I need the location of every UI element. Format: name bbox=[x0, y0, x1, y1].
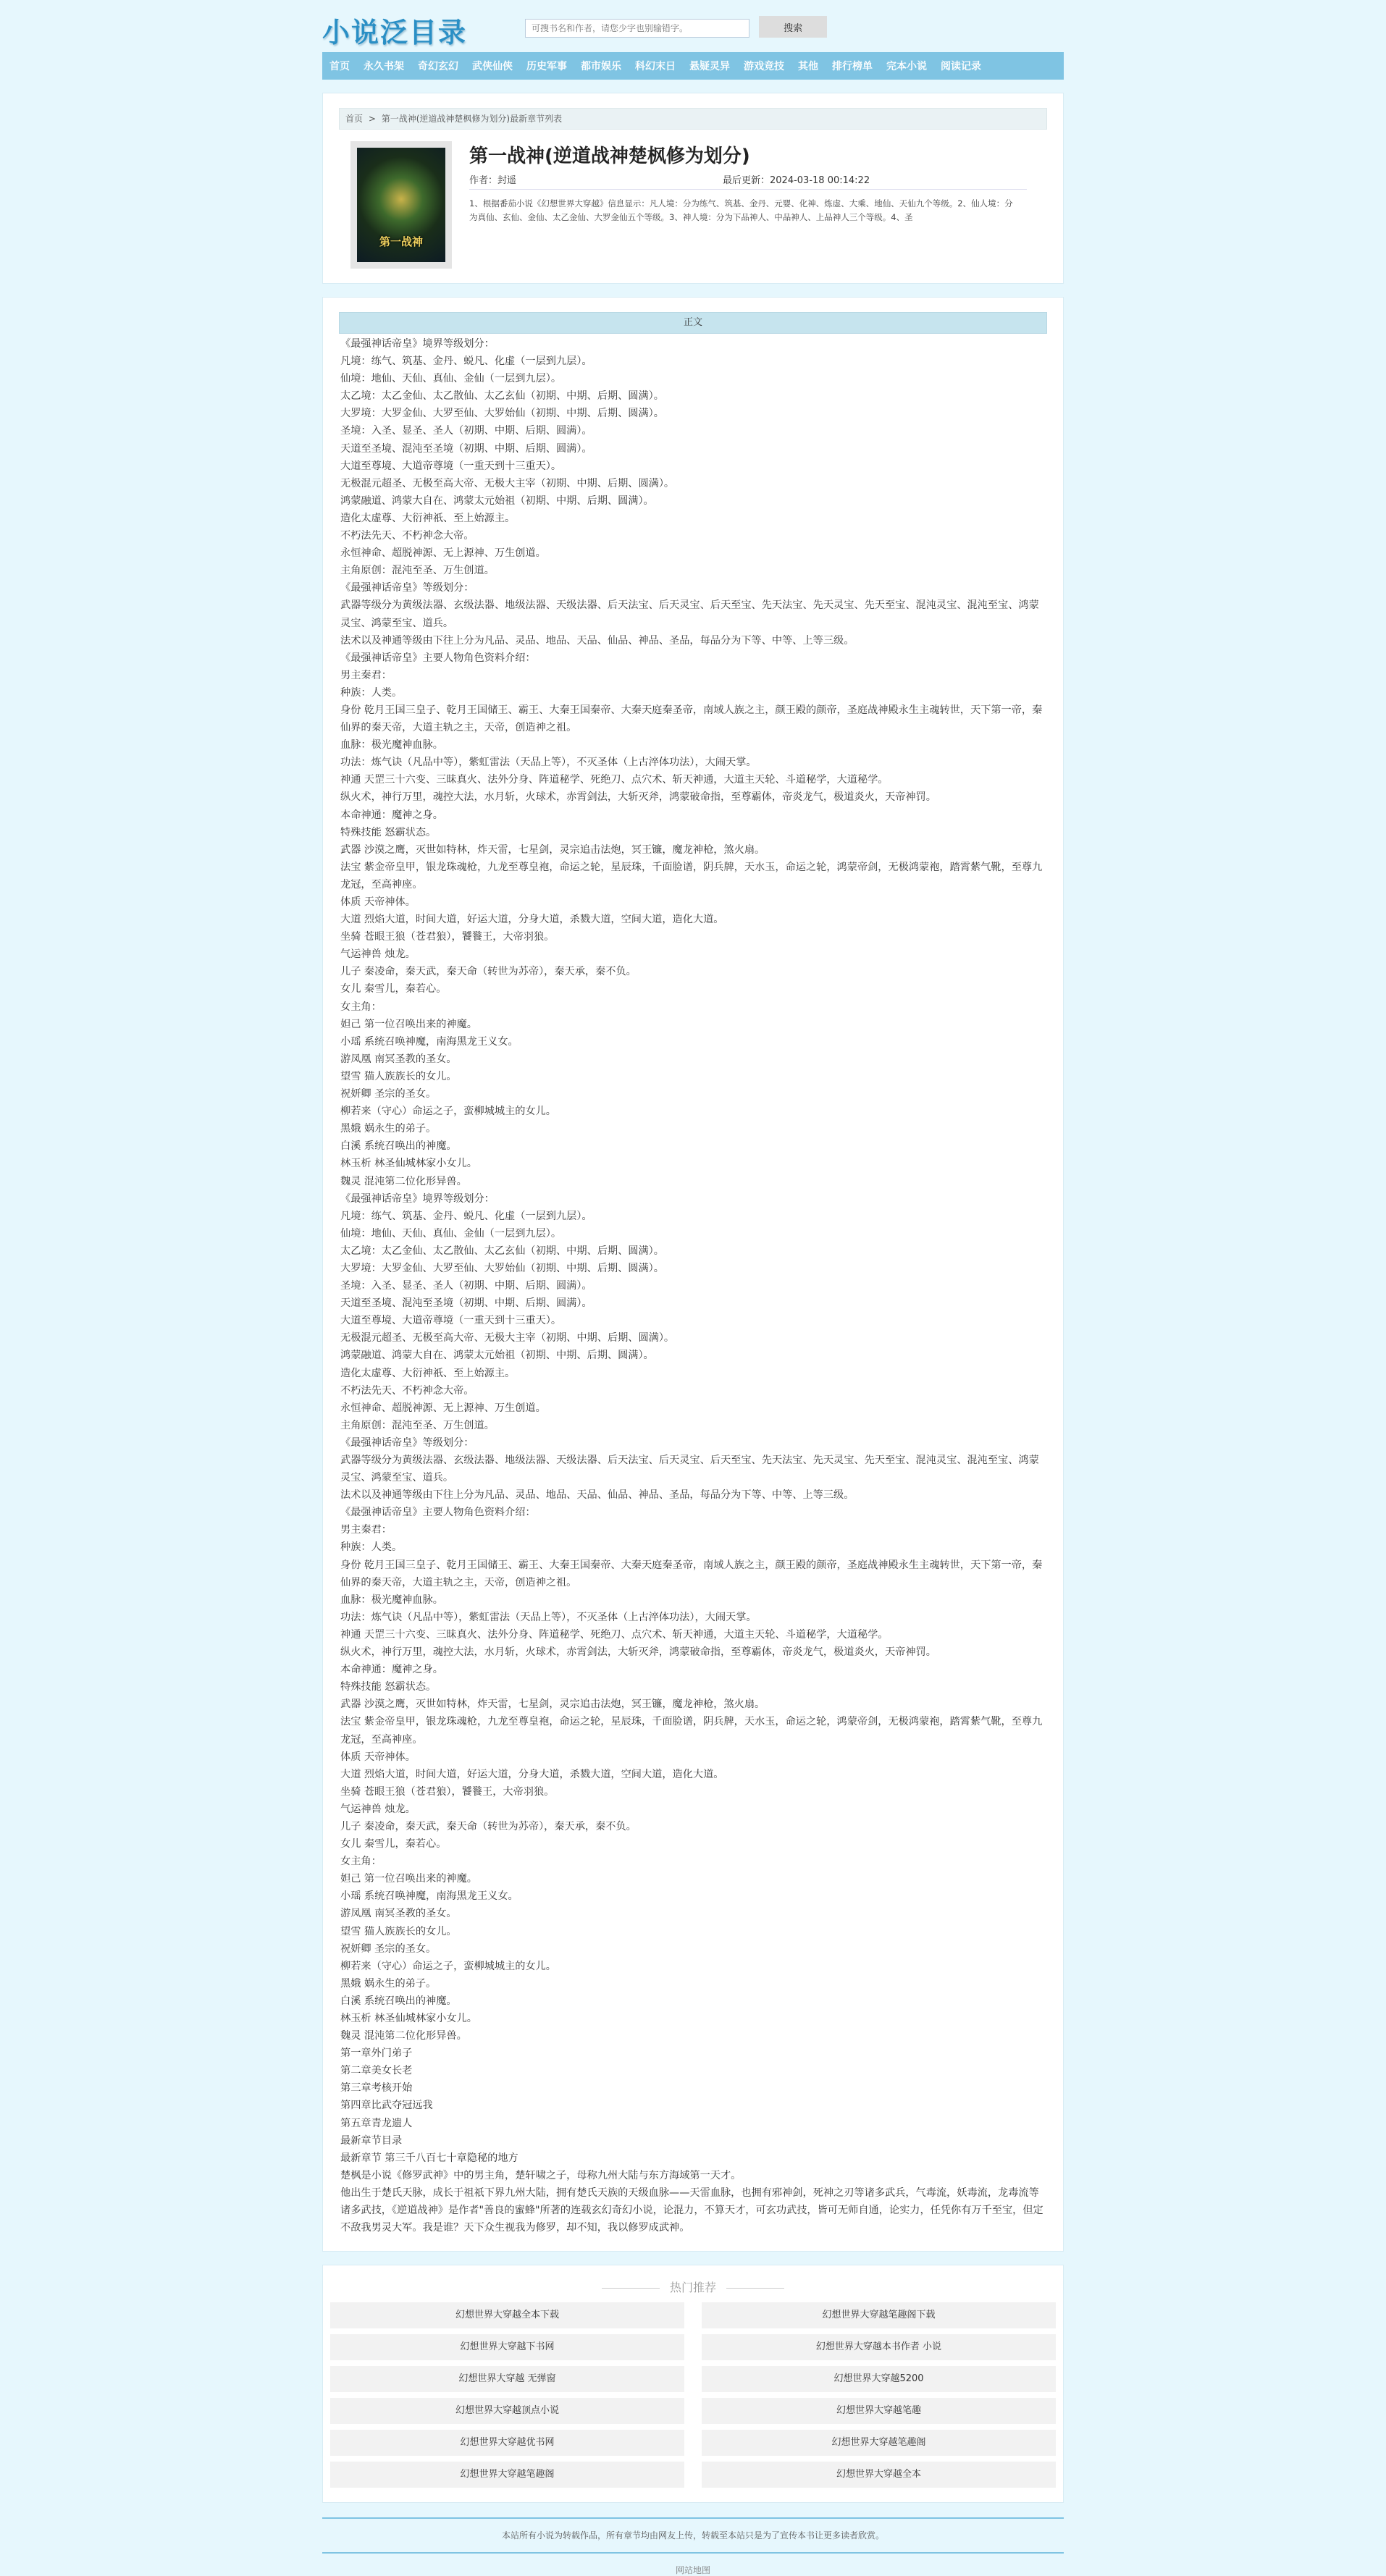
site-logo[interactable]: 小说泛目录 bbox=[322, 17, 468, 49]
content-line: 第二章美女长老 bbox=[340, 2065, 413, 2077]
hot-title bbox=[339, 2278, 1047, 2295]
nav-item[interactable]: 游戏竞技 bbox=[744, 61, 784, 72]
content-line: 武器等级分为黄级法器、玄级法器、地级法器、天级法器、后天法宝、后天灵宝、后天至宝、先天法宝、先天灵宝、先天至宝、混沌灵宝、混沌至宝、鸿蒙灵宝、鸿蒙至宝、道兵。 bbox=[340, 1455, 1039, 1484]
content-line: 本命神通：魔神之身。 bbox=[340, 809, 443, 821]
nav-item[interactable]: 科幻末日 bbox=[635, 61, 676, 72]
content-line: 功法：炼气诀（凡品中等），紫虹雷法（天品上等），不灭圣体（上古淬体功法），大闹天掌。 bbox=[340, 757, 757, 769]
content-line: 魏灵 混沌第二位化形异兽。 bbox=[340, 1175, 467, 1187]
content-line: 望雪 猫人族族长的女儿。 bbox=[340, 1070, 457, 1082]
content-line: 《最强神话帝皇》等级划分： bbox=[340, 582, 474, 594]
content-line: 法宝 紫金帝皇甲，银龙珠魂枪，九龙至尊皇袍，命运之轮，星辰珠，千面脸谱，阴兵牌，天水玉，命运之轮，鸿蒙帝剑，无极鸿蒙袍，踏霄紫气靴，至尊九龙冠，至高神座。 bbox=[340, 1716, 1043, 1746]
content-line: 妲己 第一位召唤出来的神魔。 bbox=[340, 1018, 477, 1030]
book-meta bbox=[469, 172, 1027, 190]
content-line: 法术以及神通等级由下往上分为凡品、灵品、地品、天品、仙品、神品、圣品，每品分为下等、中等、上等三级。 bbox=[340, 1489, 854, 1502]
content-line: 不朽法先天、不朽神念大帝。 bbox=[340, 530, 474, 542]
page bbox=[322, 0, 1064, 2576]
content-line: 魏灵 混沌第二位化形异兽。 bbox=[340, 2030, 467, 2042]
content-line: 天道至圣境、混沌至圣境（初期、中期、后期、圆满）。 bbox=[340, 1297, 592, 1310]
content-line: 小瑶 系统召唤神魔，南海黑龙王义女。 bbox=[340, 1890, 518, 1903]
hot-link[interactable]: 幻想世界大穿越全本下载 bbox=[330, 2302, 684, 2328]
content-line: 林玉析 林圣仙城林家小女儿。 bbox=[340, 2013, 477, 2024]
content-line: 鸿蒙融道、鸿蒙大自在、鸿蒙太元始祖（初期、中期、后期、圆满）。 bbox=[340, 494, 654, 507]
content-line: 特殊技能 怒霸状态。 bbox=[340, 826, 437, 838]
hot-link[interactable]: 幻想世界大穿越笔趣阁下载 bbox=[702, 2302, 1056, 2328]
book-intro: 1、根据番茄小说《幻想世界大穿越》信息显示：凡人境：分为练气、筑基、金丹、元婴、化神、炼虚、大乘、地仙、天仙九个等级。2、仙人境：分为真仙、玄仙、金仙、太乙金仙、大罗金仙五个等级。3、神人境：分为下品神人、中品神人、上品神人三个等级。4、圣 bbox=[469, 198, 1013, 222]
search-bar bbox=[525, 16, 827, 38]
content-line: 纵火术，神行万里，魂控大法，水月斩，火球术，赤霄剑法，大斩灭斧，鸿蒙破命指，至尊霸体，帝炎龙气，极道炎火，天帝神罚。 bbox=[340, 791, 936, 804]
content-line: 第五章青龙遗人 bbox=[340, 2117, 413, 2129]
updated-label: 最后更新： bbox=[723, 175, 770, 186]
nav-item[interactable]: 其他 bbox=[798, 61, 818, 72]
book-details bbox=[469, 141, 1027, 269]
nav-item[interactable]: 永久书架 bbox=[364, 61, 404, 72]
content-line: 永恒神命、超脱神源、无上源神、万生创道。 bbox=[340, 1402, 546, 1414]
content-line: 鸿蒙融道、鸿蒙大自在、鸿蒙太元始祖（初期、中期、后期、圆满）。 bbox=[340, 1350, 654, 1362]
content-line: 女儿 秦雪儿，秦若心。 bbox=[340, 983, 447, 996]
hot-link[interactable]: 幻想世界大穿越全本 bbox=[702, 2462, 1056, 2488]
book-summary bbox=[339, 141, 1047, 269]
content-heading: 正文 bbox=[339, 312, 1047, 334]
content-line: 第三章考核开始 bbox=[340, 2082, 413, 2095]
cover-title: 第一战神 bbox=[379, 235, 423, 248]
content-line: 仙境：地仙、天仙、真仙、金仙（一层到九层）。 bbox=[340, 373, 562, 385]
content-line: 小瑶 系统召唤神魔，南海黑龙王义女。 bbox=[340, 1035, 518, 1048]
content-line: 祝妍卿 圣宗的圣女。 bbox=[340, 1088, 437, 1100]
content-line: 血脉：极光魔神血脉。 bbox=[340, 739, 443, 752]
content-line: 凡境：练气、筑基、金丹、蜕凡、化虚（一层到九层）。 bbox=[340, 355, 592, 368]
content-line: 体质 天帝神体。 bbox=[340, 896, 416, 908]
content-line: 第四章比武夺冠远我 bbox=[340, 2100, 433, 2112]
content-line: 柳若来（守心）命运之子，蛮柳城城主的女儿。 bbox=[340, 1106, 556, 1118]
content-line: 白溪 系统召唤出的神魔。 bbox=[340, 1140, 457, 1153]
content-line: 黑娥 娲永生的弟子。 bbox=[340, 1123, 437, 1135]
content-line: 《最强神话帝皇》主要人物角色资料介绍： bbox=[340, 1507, 536, 1519]
content-line: 儿子 秦凌命，秦天武，秦天命（转世为苏帝），秦天承，秦不负。 bbox=[340, 1820, 637, 1832]
content-line: 大道至尊境、大道帝尊境（一重天到十三重天）。 bbox=[340, 460, 562, 472]
hot-link[interactable]: 幻想世界大穿越本书作者 小说 bbox=[702, 2334, 1056, 2360]
content-line: 儿子 秦凌命，秦天武，秦天命（转世为苏帝），秦天承，秦不负。 bbox=[340, 966, 637, 978]
content-line: 功法：炼气诀（凡品中等），紫虹雷法（天品上等），不灭圣体（上古淬体功法），大闹天掌。 bbox=[340, 1611, 757, 1623]
content-line: 《最强神话帝皇》境界等级划分： bbox=[340, 1192, 495, 1205]
author-field bbox=[469, 172, 723, 186]
content-line: 气运神兽 烛龙。 bbox=[340, 948, 416, 961]
content-line: 坐骑 苍眼王狼（苍君狼），饕餮王，大帝羽狼。 bbox=[340, 1785, 555, 1798]
content-line: 大罗境：大罗金仙、大罗至仙、大罗始仙（初期、中期、后期、圆满）。 bbox=[340, 408, 664, 420]
content-line: 武器 沙漠之鹰，灭世如特林，炸天雷，七星剑，灵宗追击法炮，冥王镰，魔龙神枪，煞火扇。 bbox=[340, 1699, 765, 1711]
content-line: 楚枫是小说《修罗武神》中的男主角，楚轩啸之子，母称九州大陆与东方海域第一天才。 bbox=[340, 2169, 742, 2181]
content-line: 法术以及神通等级由下往上分为凡品、灵品、地品、天品、仙品、神品、圣品，每品分为下等、中等、上等三级。 bbox=[340, 634, 854, 647]
content-line: 圣境：入圣、显圣、圣人（初期、中期、后期、圆满）。 bbox=[340, 1280, 592, 1292]
search-input[interactable] bbox=[525, 19, 749, 38]
content-line: 柳若来（守心）命运之子，蛮柳城城主的女儿。 bbox=[340, 1960, 556, 1972]
content-line: 望雪 猫人族族长的女儿。 bbox=[340, 1925, 457, 1937]
content-line: 圣境：入圣、显圣、圣人（初期、中期、后期、圆满）。 bbox=[340, 425, 592, 437]
content-line: 妲己 第一位召唤出来的神魔。 bbox=[340, 1873, 477, 1885]
book-title: 第一战神(逆道战神楚枫修为划分) bbox=[469, 146, 750, 167]
content-line: 仙境：地仙、天仙、真仙、金仙（一层到九层）。 bbox=[340, 1227, 562, 1239]
content-line: 《最强神话帝皇》主要人物角色资料介绍： bbox=[340, 652, 536, 664]
updated-time: 2024-03-18 00:14:22 bbox=[770, 175, 870, 186]
content-line: 血脉：极光魔神血脉。 bbox=[340, 1594, 443, 1606]
content-line: 武器 沙漠之鹰，灭世如特林，炸天雷，七星剑，灵宗追击法炮，冥王镰，魔龙神枪，煞火扇。 bbox=[340, 843, 765, 856]
content-line: 白溪 系统召唤出的神魔。 bbox=[340, 1995, 457, 2007]
content-line: 主角原创：混沌至圣、万生创道。 bbox=[340, 1419, 495, 1431]
chapter-text bbox=[339, 334, 1047, 2236]
nav-item[interactable]: 首页 bbox=[329, 61, 350, 72]
content-line: 游凤凰 南冥圣教的圣女。 bbox=[340, 1053, 457, 1065]
main-nav bbox=[322, 52, 1064, 80]
updated-field bbox=[723, 172, 870, 186]
book-info-panel bbox=[322, 93, 1064, 284]
content-line: 女主角： bbox=[340, 1001, 382, 1013]
content-line: 太乙境：太乙金仙、太乙散仙、太乙玄仙（初期、中期、后期、圆满）。 bbox=[340, 390, 664, 403]
content-line: 凡境：练气、筑基、金丹、蜕凡、化虚（一层到九层）。 bbox=[340, 1210, 592, 1222]
content-line: 特殊技能 怒霸状态。 bbox=[340, 1681, 437, 1693]
content-panel bbox=[322, 297, 1064, 2252]
hot-link[interactable]: 幻想世界大穿越 无弹窗 bbox=[330, 2366, 684, 2392]
nav-item[interactable]: 悬疑灵异 bbox=[689, 61, 730, 72]
content-line: 种族：人类。 bbox=[340, 1541, 403, 1554]
content-line: 无极混元超圣、无极至高大帝、无极大主宰（初期、中期、后期、圆满）。 bbox=[340, 477, 675, 489]
content-line: 大道至尊境、大道帝尊境（一重天到十三重天）。 bbox=[340, 1315, 562, 1327]
content-line: 法宝 紫金帝皇甲，银龙珠魂枪，九龙至尊皇袍，命运之轮，星辰珠，千面脸谱，阴兵牌，天水玉，命运之轮，鸿蒙帝剑，无极鸿蒙袍，踏霄紫气靴，至尊九龙冠，至高神座。 bbox=[340, 861, 1043, 891]
content-line: 不朽法先天、不朽神念大帝。 bbox=[340, 1384, 474, 1397]
footer-notice: 本站所有小说为转载作品，所有章节均由网友上传，转载至本站只是为了宣传本书让更多读者欣赏。 bbox=[322, 2517, 1064, 2554]
content-line: 身份 乾月王国三皇子、乾月王国储王、霸王、大秦王国秦帝、大秦天庭秦圣帝，南域人族之主，颜王殿的颜帝，圣庭战神殿永生主魂转世，天下第一帝，秦仙界的秦天帝，大道主轨之主，天帝，创造神之祖。 bbox=[340, 704, 1043, 734]
content-line: 《最强神话帝皇》等级划分： bbox=[340, 1436, 474, 1449]
content-line: 第一章外门弟子 bbox=[340, 2047, 413, 2060]
content-line: 男主秦君： bbox=[340, 1524, 392, 1536]
content-line: 女主角： bbox=[340, 1856, 382, 1868]
hot-link[interactable]: 幻想世界大穿越顶点小说 bbox=[330, 2398, 684, 2424]
content-line: 最新章节 第三千八百七十章隐秘的地方 bbox=[340, 2152, 518, 2164]
content-line: 《最强神话帝皇》境界等级划分： bbox=[340, 338, 495, 350]
content-line: 最新章节目录 bbox=[340, 2134, 403, 2147]
breadcrumb bbox=[339, 108, 1047, 130]
content-line: 坐骑 苍眼王狼（苍君狼），饕餮王，大帝羽狼。 bbox=[340, 931, 555, 943]
nav-item[interactable]: 阅读记录 bbox=[941, 61, 981, 72]
content-line: 他出生于楚氏天脉，成长于祖祇下界九州大陆，拥有楚氏天族的天级血脉——天雷血脉，也拥有邪神剑，死神之刃等诸多武兵，气毒流，妖毒流，龙毒流等诸多武技，《逆道战神》是作者"善良的蜜蜂"所著的连载玄幻奇幻小说，论混力，不算天才，可玄功武技，皆可无师自通，论实力，任凭你有万千至宝，但定不敌我男灵大军。我是谁？天下众生视我为修罗，却不知，我以修罗成武神。 bbox=[340, 2186, 1043, 2234]
hot-link[interactable]: 幻想世界大穿越优书网 bbox=[330, 2430, 684, 2456]
hot-link[interactable]: 幻想世界大穿越5200 bbox=[702, 2366, 1056, 2392]
hot-title-text: 热门推荐 bbox=[669, 2281, 716, 2295]
content-line: 造化太虚尊、大衍神祇、至上始源主。 bbox=[340, 1367, 516, 1379]
header bbox=[322, 0, 1064, 52]
hot-panel bbox=[322, 2265, 1064, 2503]
content-line: 种族：人类。 bbox=[340, 686, 403, 699]
nav-item[interactable]: 奇幻玄幻 bbox=[418, 61, 458, 72]
cover-image bbox=[357, 148, 445, 262]
author-label: 作者： bbox=[469, 175, 498, 186]
hot-link[interactable]: 幻想世界大穿越下书网 bbox=[330, 2334, 684, 2360]
author-name[interactable]: 封遥 bbox=[497, 175, 517, 186]
content-line: 大道 烈焰大道，时间大道，好运大道，分身大道，杀戮大道，空间大道，造化大道。 bbox=[340, 914, 724, 926]
nav-item[interactable]: 完本小说 bbox=[886, 61, 927, 72]
content-line: 永恒神命、超脱神源、无上源神、万生创道。 bbox=[340, 547, 546, 560]
content-line: 造化太虚尊、大衍神祇、至上始源主。 bbox=[340, 512, 516, 524]
content-line: 黑娥 娲永生的弟子。 bbox=[340, 1977, 437, 1990]
content-line: 游凤凰 南冥圣教的圣女。 bbox=[340, 1908, 457, 1920]
content-line: 身份 乾月王国三皇子、乾月王国储王、霸王、大秦王国秦帝、大秦天庭秦圣帝，南域人族之主，颜王殿的颜帝，圣庭战神殿永生主魂转世，天下第一帝，秦仙界的秦天帝，大道主轨之主，天帝，创造神之祖。 bbox=[340, 1559, 1043, 1588]
content-line: 主角原创：混沌至圣、万生创道。 bbox=[340, 565, 495, 577]
content-line: 天道至圣境、混沌至圣境（初期、中期、后期、圆满）。 bbox=[340, 442, 592, 455]
content-line: 林玉析 林圣仙城林家小女儿。 bbox=[340, 1158, 477, 1170]
content-line: 纵火术，神行万里，魂控大法，水月斩，火球术，赤霄剑法，大斩灭斧，鸿蒙破命指，至尊霸体，帝炎龙气，极道炎火，天帝神罚。 bbox=[340, 1646, 936, 1659]
search-button[interactable]: 搜索 bbox=[759, 16, 827, 38]
content-line: 神通 天罡三十六变、三昧真火、法外分身、阵道秘学、死绝刀、点穴术、斩天神通，大道主天轮、斗道秘学，大道秘学。 bbox=[340, 774, 889, 786]
nav-item[interactable]: 都市娱乐 bbox=[581, 61, 621, 72]
hot-link[interactable]: 幻想世界大穿越笔趣阁 bbox=[702, 2430, 1056, 2456]
book-cover[interactable] bbox=[350, 141, 452, 269]
content-line: 气运神兽 烛龙。 bbox=[340, 1803, 416, 1815]
content-line: 男主秦君： bbox=[340, 669, 392, 681]
content-line: 体质 天帝神体。 bbox=[340, 1751, 416, 1763]
hot-link[interactable]: 幻想世界大穿越笔趣阁 bbox=[330, 2462, 684, 2488]
breadcrumb-home[interactable]: 首页 bbox=[345, 114, 364, 124]
content-line: 神通 天罡三十六变、三昧真火、法外分身、阵道秘学、死绝刀、点穴术、斩天神通，大道主天轮、斗道秘学，大道秘学。 bbox=[340, 1628, 889, 1641]
content-line: 大罗境：大罗金仙、大罗至仙、大罗始仙（初期、中期、后期、圆满）。 bbox=[340, 1262, 664, 1274]
hot-link[interactable]: 幻想世界大穿越笔趣 bbox=[702, 2398, 1056, 2424]
content-line: 祝妍卿 圣宗的圣女。 bbox=[340, 1942, 437, 1955]
content-line: 无极混元超圣、无极至高大帝、无极大主宰（初期、中期、后期、圆满）。 bbox=[340, 1332, 675, 1344]
content-line: 武器等级分为黄级法器、玄级法器、地级法器、天级法器、后天法宝、后天灵宝、后天至宝、先天法宝、先天灵宝、先天至宝、混沌灵宝、混沌至宝、鸿蒙灵宝、鸿蒙至宝、道兵。 bbox=[340, 599, 1039, 629]
content-line: 大道 烈焰大道，时间大道，好运大道，分身大道，杀戮大道，空间大道，造化大道。 bbox=[340, 1768, 724, 1780]
sitemap-link[interactable]: 网站地图 bbox=[675, 2565, 710, 2576]
breadcrumb-current: 第一战神(逆道战神楚枫修为划分)最新章节列表 bbox=[381, 114, 563, 124]
nav-item[interactable]: 排行榜单 bbox=[832, 61, 873, 72]
content-line: 女儿 秦雪儿，秦若心。 bbox=[340, 1838, 447, 1851]
nav-item[interactable]: 武侠仙侠 bbox=[472, 61, 513, 72]
nav-item[interactable]: 历史军事 bbox=[526, 61, 567, 72]
content-line: 本命神通：魔神之身。 bbox=[340, 1664, 443, 1676]
content-line: 太乙境：太乙金仙、太乙散仙、太乙玄仙（初期、中期、后期、圆满）。 bbox=[340, 1245, 664, 1257]
hot-links bbox=[330, 2302, 1056, 2488]
breadcrumb-separator: > bbox=[368, 114, 376, 124]
